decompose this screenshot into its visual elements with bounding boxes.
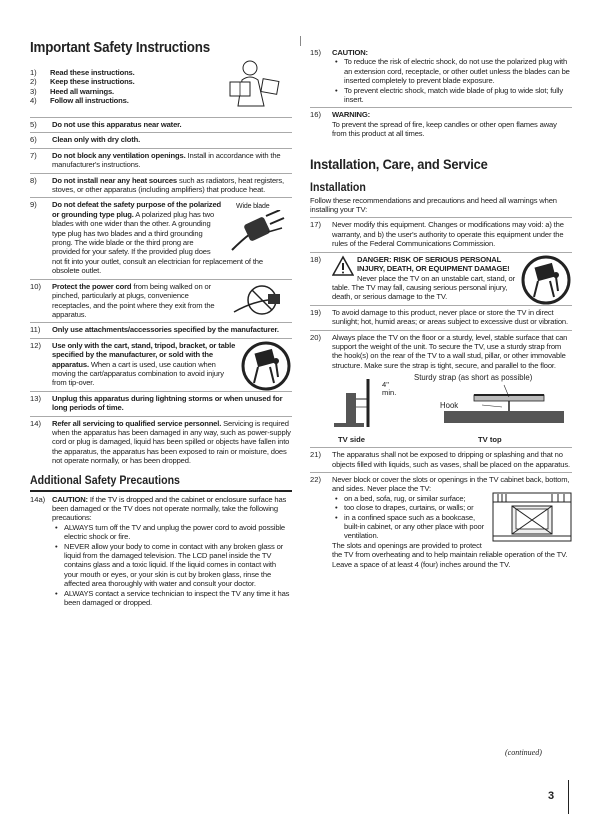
page-number: 3 bbox=[548, 790, 555, 802]
left-column bbox=[30, 40, 292, 610]
warning-triangle-icon bbox=[332, 255, 354, 277]
list-item: 14a) CAUTION: If the TV is dropped and the cabinet or enclosure surface has been damaged or the TV does not operate normally, take the following precautions: • ALWAYS turn off the TV and unplug the power cord to avoid possible electric shock or fire. • NEVER allow your body to come in contact with any broken glass or liquid from the damaged television. The LCD panel inside the TV contains glass and a toxic liquid. If the liquid comes in contact with your mouth or eyes, or your skin is cut by broken glass, rinse the affected area thoroughly with water and consult your doctor. • ALWAYS contact a service technician to inspect the TV any time it has been damaged or dropped. bbox=[30, 495, 292, 611]
list-item: • NEVER allow your body to come in contact with any broken glass or liquid from the damaged television. The LCD panel inside the TV contains glass and a toxic liquid. If the liquid comes in contact with your mouth or eyes, or your skin is cut by broken glass, rinse the affected area thoroughly with water and consult your doctor. bbox=[64, 542, 292, 589]
polarized-plug-icon bbox=[222, 210, 292, 254]
installation-subtitle: Installation bbox=[310, 181, 366, 194]
list-item: 5) Do not use this apparatus near water. bbox=[30, 118, 292, 133]
list-item: 12) Use only with the cart, stand, tripod, bracket, or table specified by the manufacturer, or sold with the apparatus. When a cart is used, use caution when moving the cart/apparatus combination to avoid injury from tip-over. bbox=[30, 339, 292, 392]
list-item: 15) CAUTION: • To reduce the risk of electric shock, do not use the polarized plug with an extension cord, receptacle, or other outlet unless the blades can be inserted completely to prevent blade exposure. • To prevent electric shock, match wide blade of plug to wide slot; fully insert. bbox=[310, 46, 572, 108]
list-item: 20) Always place the TV on the floor or a sturdy, level, stable surface that can support the weight of the unit. To secure the TV, use a sturdy strap from the hook(s) on the rear of the TV to a wall stud, pillar, or other immovable structure. Make sure the strap is tight, secure, and parallel to the floor. bbox=[310, 332, 568, 370]
list-item: 1) Read these instructions. 2) Keep these instructions. 3) Heed all warnings. 4) Follow all instructions. bbox=[30, 66, 292, 118]
list-item: • ALWAYS turn off the TV and unplug the power cord to avoid possible electric shock or fire. bbox=[64, 523, 292, 542]
list-item: • on a bed, sofa, rug, or similar surface; bbox=[344, 494, 572, 503]
list-item: 10) Protect the power cord from being walked on or pinched, particularly at plugs, convenience receptacles, and the point where they exit from the apparatus. bbox=[30, 280, 292, 324]
power-cord-icon bbox=[232, 282, 292, 316]
tv-side-label: TV side bbox=[338, 435, 366, 445]
installation-intro: Follow these recommendations and precautions and heed all warnings when installing your TV: bbox=[310, 196, 572, 219]
list-item: 13) Unplug this apparatus during lightning storms or when unused for long periods of time. bbox=[30, 392, 292, 417]
tv-top-label: TV top bbox=[478, 435, 502, 445]
page-number-bar bbox=[568, 780, 569, 814]
list-item: • ALWAYS contact a service technician to inspect the TV any time it has been damaged or dropped. bbox=[64, 589, 292, 608]
cart-tip-over-icon bbox=[520, 255, 572, 305]
list-item: 11) Only use attachments/accessories specified by the manufacturer. bbox=[30, 323, 292, 338]
hook-label: Hook bbox=[440, 401, 459, 411]
list-item: 16) WARNING: To prevent the spread of fire, keep candles or other open flames away from this product at all times. bbox=[310, 110, 557, 139]
list-item: 18) DANGER: RISK OF SERIOUS PERSONAL INJURY, DEATH, OR EQUIPMENT DAMAGE! Never place the TV on an unstable cart, stand, or table. The TV may fall, causing serious personal injury, death, or serious damage to the TV. bbox=[310, 253, 572, 306]
strap-label: Sturdy strap (as short as possible) bbox=[414, 373, 533, 383]
list-item: 6) Clean only with dry cloth. bbox=[30, 133, 292, 148]
divider bbox=[30, 490, 292, 492]
right-column bbox=[310, 46, 572, 572]
list-item: 22) Never block or cover the slots or openings in the TV cabinet back, bottom, and sides. Never place the TV: • on a bed, sofa, rug, or similar surface; • too close to drapes, curtains, or walls; or • in a confined space such as a bookcase, built-in cabinet, or any other place with poor ventilation. The slots and openings are provided to protect the TV from overheating and to help maintain reliable operation of the TV. Leave a space of at least 4 (four) inches around the TV. bbox=[310, 473, 572, 572]
list-item: • in a confined space such as a bookcase, built-in cabinet, or any other place with poor ventilation. bbox=[344, 513, 572, 541]
list-item: 17) Never modify this equipment. Changes or modifications may void: a) the warranty, and b) the user's authority to operate this equipment under the rules of the Federal Communications Commission. bbox=[310, 218, 572, 252]
list-item: 14) Refer all servicing to qualified service personnel. Servicing is required when the apparatus has been damaged in any way, such as power-supply cord or plug is damaged, liquid has been spilled or objects have fallen into the apparatus, the apparatus has been exposed to rain or moisture, does not operate normally, or has been dropped. bbox=[30, 418, 291, 466]
additional-precautions-title: Additional Safety Precautions bbox=[30, 474, 180, 487]
list-item: • To prevent electric shock, match wide blade of plug to wide slot; fully insert. bbox=[344, 86, 572, 105]
installation-care-title: Installation, Care, and Service bbox=[310, 155, 488, 172]
list-item: • too close to drapes, curtains, or walls; or bbox=[344, 503, 572, 512]
list-item: 19) To avoid damage to this product, never place or store the TV in direct sunlight; hot, humid areas; or areas subject to excessive dust or vibration. bbox=[310, 306, 572, 331]
plug-figure: Wide blade bbox=[222, 200, 292, 254]
continued-label: (continued) bbox=[505, 748, 542, 757]
list-item: 9) Wide blade Do not defeat the safety purpose of the polarized or grounding type plug. A polarized plug has two blades with one wider than the other. A grounding type plug has two blades and a third grounding prong. The wide blade or the third prong are provided for your safety. If the provided plug does not fit into your outlet, consult an electrician for replacement of the obsolete outlet. bbox=[30, 198, 292, 279]
reading-person-illustration bbox=[220, 58, 286, 110]
safety-title: Important Safety Instructions bbox=[30, 40, 210, 56]
min-label: 4" min. bbox=[382, 380, 397, 398]
list-item: 7) Do not block any ventilation openings. Install in accordance with the manufacturer's instructions. bbox=[30, 149, 292, 174]
tv-strap-figure bbox=[310, 373, 572, 448]
cart-tip-over-icon bbox=[240, 341, 292, 391]
column-divider bbox=[300, 36, 301, 46]
list-item: 21) The apparatus shall not be exposed to dripping or splashing and that no objects filled with liquids, such as vases, shall be placed on the apparatus. bbox=[310, 448, 572, 473]
list-item: 8) Do not install near any heat sources such as radiators, heat registers, stoves, or other apparatus (including amplifiers) that produce heat. bbox=[30, 174, 292, 199]
precautions-list bbox=[52, 523, 292, 608]
list-item: • To reduce the risk of electric shock, do not use the polarized plug with an extension cord, receptacle, or other outlet unless the blades can be inserted completely to prevent blade exposure. bbox=[344, 57, 572, 85]
